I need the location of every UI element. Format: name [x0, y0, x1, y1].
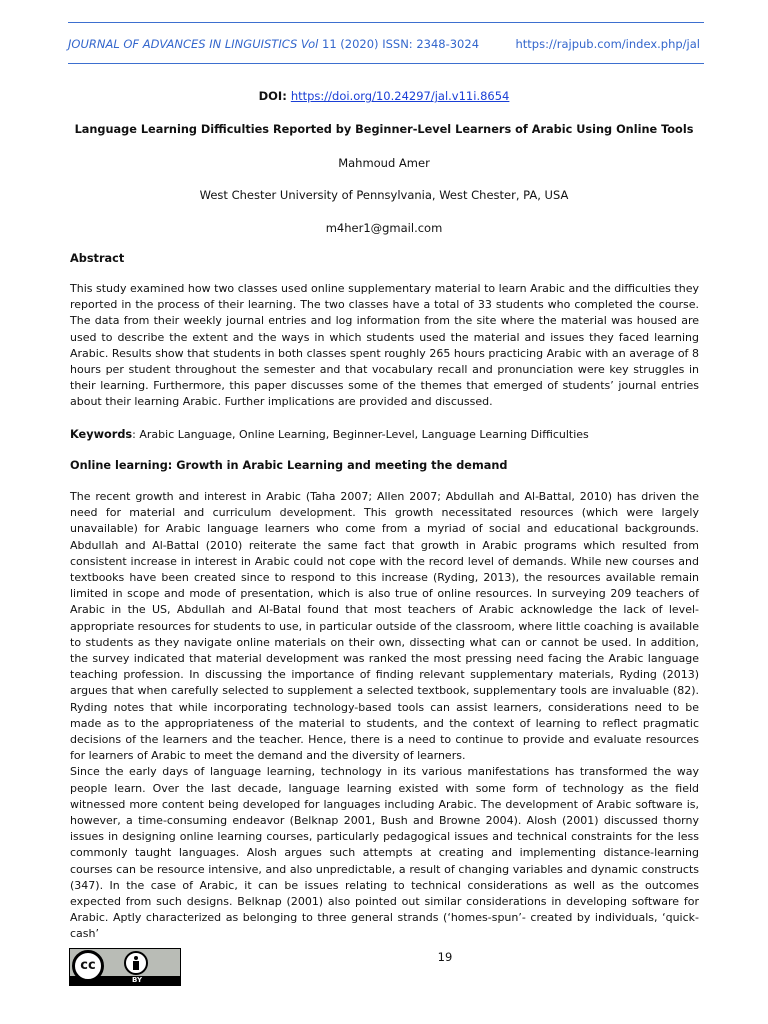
author-affiliation: West Chester University of Pennsylvania, West Chester, PA, USA	[199, 188, 569, 202]
keywords-line	[70, 428, 589, 441]
attribution-person-icon	[124, 951, 148, 975]
running-header	[68, 37, 704, 53]
keywords-text: : Arabic Language, Online Learning, Beginner-Level, Language Learning Difficulties	[132, 428, 589, 441]
paper-title: Language Learning Difficulties Reported by Beginner-Level Learners of Arabic Using Online Tools	[74, 123, 694, 136]
journal-url[interactable]: https://rajpub.com/index.php/jal	[515, 37, 700, 51]
body-paragraph-1: The recent growth and interest in Arabic (Taha 2007; Allen 2007; Abdullah and Al-Battal, 2010) has driven the need for material and curriculum development. This growth necessitated resources (which were largely unavailable) for Arabic language learners who come from a myriad of social and educational backgrounds. Abdullah and Al-Battal (2010) reiterate the same fact that growth in Arabic programs which resulted from consistent increase in interest in Arabic could not cope with the record level of demands. While new courses and textbooks have been created since to respond to this increase (Ryding, 2013), the resources available remain limited in scope and mode of presentation, which is also true of online resources. In surveying 209 teachers of Arabic in the US, Abdullah and Al-Batal found that most teachers of Arabic acknowledge the lack of level-appropriate resources for students to use, in particular outside of the classroom, where little coaching is available to students as they navigate online materials on their own, dissecting what can or cannot be used. In addition, the survey indicated that material development was ranked the most pressing need facing the Arabic language teaching profession. In discussing the importance of finding relevant supplementary materials, Ryding (2013) argues that when carefully selected to supplement a selected textbook, supplementary tools are invaluable (82). Ryding notes that while incorporating technology-based tools can assist learners, considerations need to be made as to the appropriateness of the material to students, and the context of learning to reflect pragmatic decisions of the learners and the teacher. Hence, there is a need to continue to provide and evaluate resources for learners of Arabic to meet the demand and the diversity of learners.	[70, 490, 699, 763]
header-bottom-rule	[68, 63, 704, 64]
header-top-rule	[68, 22, 704, 23]
doi-line	[68, 89, 700, 103]
author-name: Mahmoud Amer	[338, 156, 430, 170]
author-email: m4her1@gmail.com	[325, 221, 443, 235]
keywords-label: Keywords	[70, 428, 133, 441]
cc-by-license-badge[interactable]	[69, 948, 181, 986]
doi-label: DOI:	[258, 89, 287, 103]
journal-name: JOURNAL OF ADVANCES IN LINGUISTICS Vol 11 (2020) ISSN: 2348-3024	[68, 37, 480, 51]
journal-volume: 11 (2020) ISSN: 2348-3024	[318, 37, 480, 51]
abstract-heading: Abstract	[70, 252, 125, 265]
license-by-label: BY	[132, 976, 143, 984]
body-paragraph-2: Since the early days of language learning, technology in its various manifestations has transformed the way people learn. Over the last decade, language learning existed with some form of technology as the field witnessed more content being developed for languages including Arabic. The development of Arabic software is, however, a time-consuming endeavor (Belknap 2001, Bush and Browne 2004). Alosh (2001) discussed thorny issues in designing online learning courses, particularly pedagogical issues and technical constraints for the less commonly taught languages. Alosh argues such attempts at creating and implementing distance-learning courses can be resource intensive, and also unpredictable, a result of changing variables and dynamic constructs (347). In the case of Arabic, it can be issues relating to technical considerations as well as the outcomes expected from such designs. Belknap (2001) also pointed out similar considerations in developing software for Arabic. Aptly characterized as belonging to three general strands (‘homes-spun’- created by individuals, ‘quick-cash’	[70, 765, 699, 941]
doi-link[interactable]: https://doi.org/10.24297/jal.v11i.8654	[290, 89, 510, 103]
section-heading: Online learning: Growth in Arabic Learning and meeting the demand	[70, 459, 508, 472]
cc-logo-icon: cc	[72, 950, 104, 982]
abstract-text: This study examined how two classes used online supplementary material to learn Arabic and the difficulties they reported in the process of their learning. The two classes have a total of 33 students who completed the course. The data from their weekly journal entries and log information from the site where the material was housed are used to describe the extent and the ways in which students used the material and issues they faced learning Arabic. Results show that students in both classes spent roughly 265 hours practicing Arabic with an average of 8 hours per student throughout the semester and that vocabulary recall and pronunciation were key struggles in their learning. Furthermore, this paper discusses some of the themes that emerged of students’ journal entries about their learning Arabic. Further implications are provided and discussed.	[70, 282, 699, 409]
section-body	[70, 489, 699, 943]
page-number: 19	[437, 950, 453, 964]
